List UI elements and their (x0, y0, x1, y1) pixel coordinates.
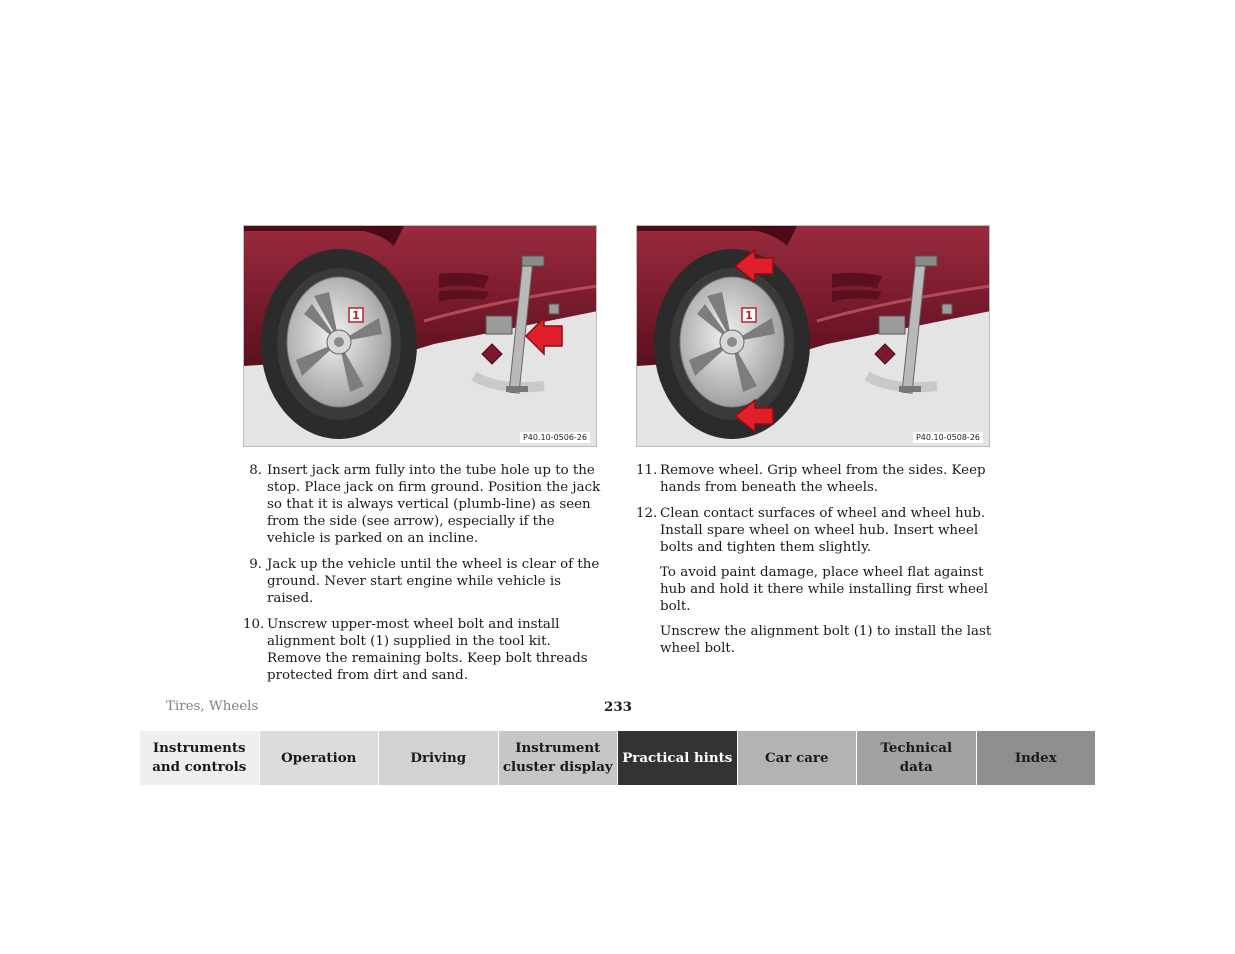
tab-instruments-and-controls[interactable] (140, 731, 260, 785)
tab-label: Instruments and controls (152, 740, 247, 775)
chapter-navigation (140, 731, 1095, 785)
step-number: 12. (636, 506, 658, 521)
car-jack-drawing (244, 226, 597, 447)
page-number: 233 (604, 699, 632, 715)
tab-index[interactable] (977, 731, 1096, 785)
callout-1: 1 (352, 309, 360, 322)
instructions-left-column (243, 462, 603, 693)
note-alignment-bolt: Unscrew the alignment bolt (1) to install the last wheel bolt. (660, 624, 992, 656)
step-11 (636, 462, 996, 496)
tab-label: Technical data (880, 740, 953, 775)
jack-positioning-illustration (243, 225, 597, 447)
tab-label: Car care (765, 749, 829, 766)
wheel-removal-illustration (636, 225, 990, 447)
step-8 (243, 462, 603, 547)
tab-label: Practical hints (622, 749, 733, 766)
tab-technical-data[interactable] (857, 731, 977, 785)
instructions-right-column (636, 462, 996, 666)
step-10 (243, 616, 603, 684)
tab-label: Instrument cluster display (502, 740, 613, 775)
tab-operation[interactable] (260, 731, 380, 785)
step-text: Remove wheel. Grip wheel from the sides. Keep hands from beneath the wheels. (660, 463, 986, 495)
step-number: 11. (636, 463, 658, 478)
tab-practical-hints[interactable] (618, 731, 738, 785)
step-number: 8. (249, 463, 262, 478)
step-text: Unscrew upper-most wheel bolt and install alignment bolt (1) supplied in the tool kit. Remove the remaining bolts. Keep bolt threads protected from dirt and sand. (267, 617, 588, 683)
step-number: 9. (249, 557, 262, 572)
tab-label: Index (1014, 749, 1057, 766)
step-text: Insert jack arm fully into the tube hole up to the stop. Place jack on firm ground. Position the jack so that it is always vertical (plumb-line) as seen from the side (see arrow), especially if the vehicle is parked on an incline. (267, 463, 601, 546)
step-9 (243, 556, 603, 607)
tab-instrument-cluster-display[interactable] (499, 731, 619, 785)
tab-label: Operation (281, 749, 357, 766)
step-number: 10. (243, 617, 265, 632)
step-text: Clean contact surfaces of wheel and wheel hub. Install spare wheel on wheel hub. Insert wheel bolts and tighten them slightly. (660, 506, 986, 555)
tab-car-care[interactable] (738, 731, 858, 785)
note-paint-damage: To avoid paint damage, place wheel flat against hub and hold it there while installing first wheel bolt. (660, 565, 989, 614)
step-12 (636, 505, 996, 556)
callout-1: 1 (745, 309, 753, 322)
section-title: Tires, Wheels (166, 699, 259, 714)
car-wheel-drawing (637, 226, 990, 447)
step-text: Jack up the vehicle until the wheel is clear of the ground. Never start engine while vehicle is raised. (267, 557, 600, 606)
figure-code: P40.10-0506-26 (520, 432, 590, 443)
tab-label: Driving (410, 749, 467, 766)
tab-driving[interactable] (379, 731, 499, 785)
figure-code: P40.10-0508-26 (913, 432, 983, 443)
